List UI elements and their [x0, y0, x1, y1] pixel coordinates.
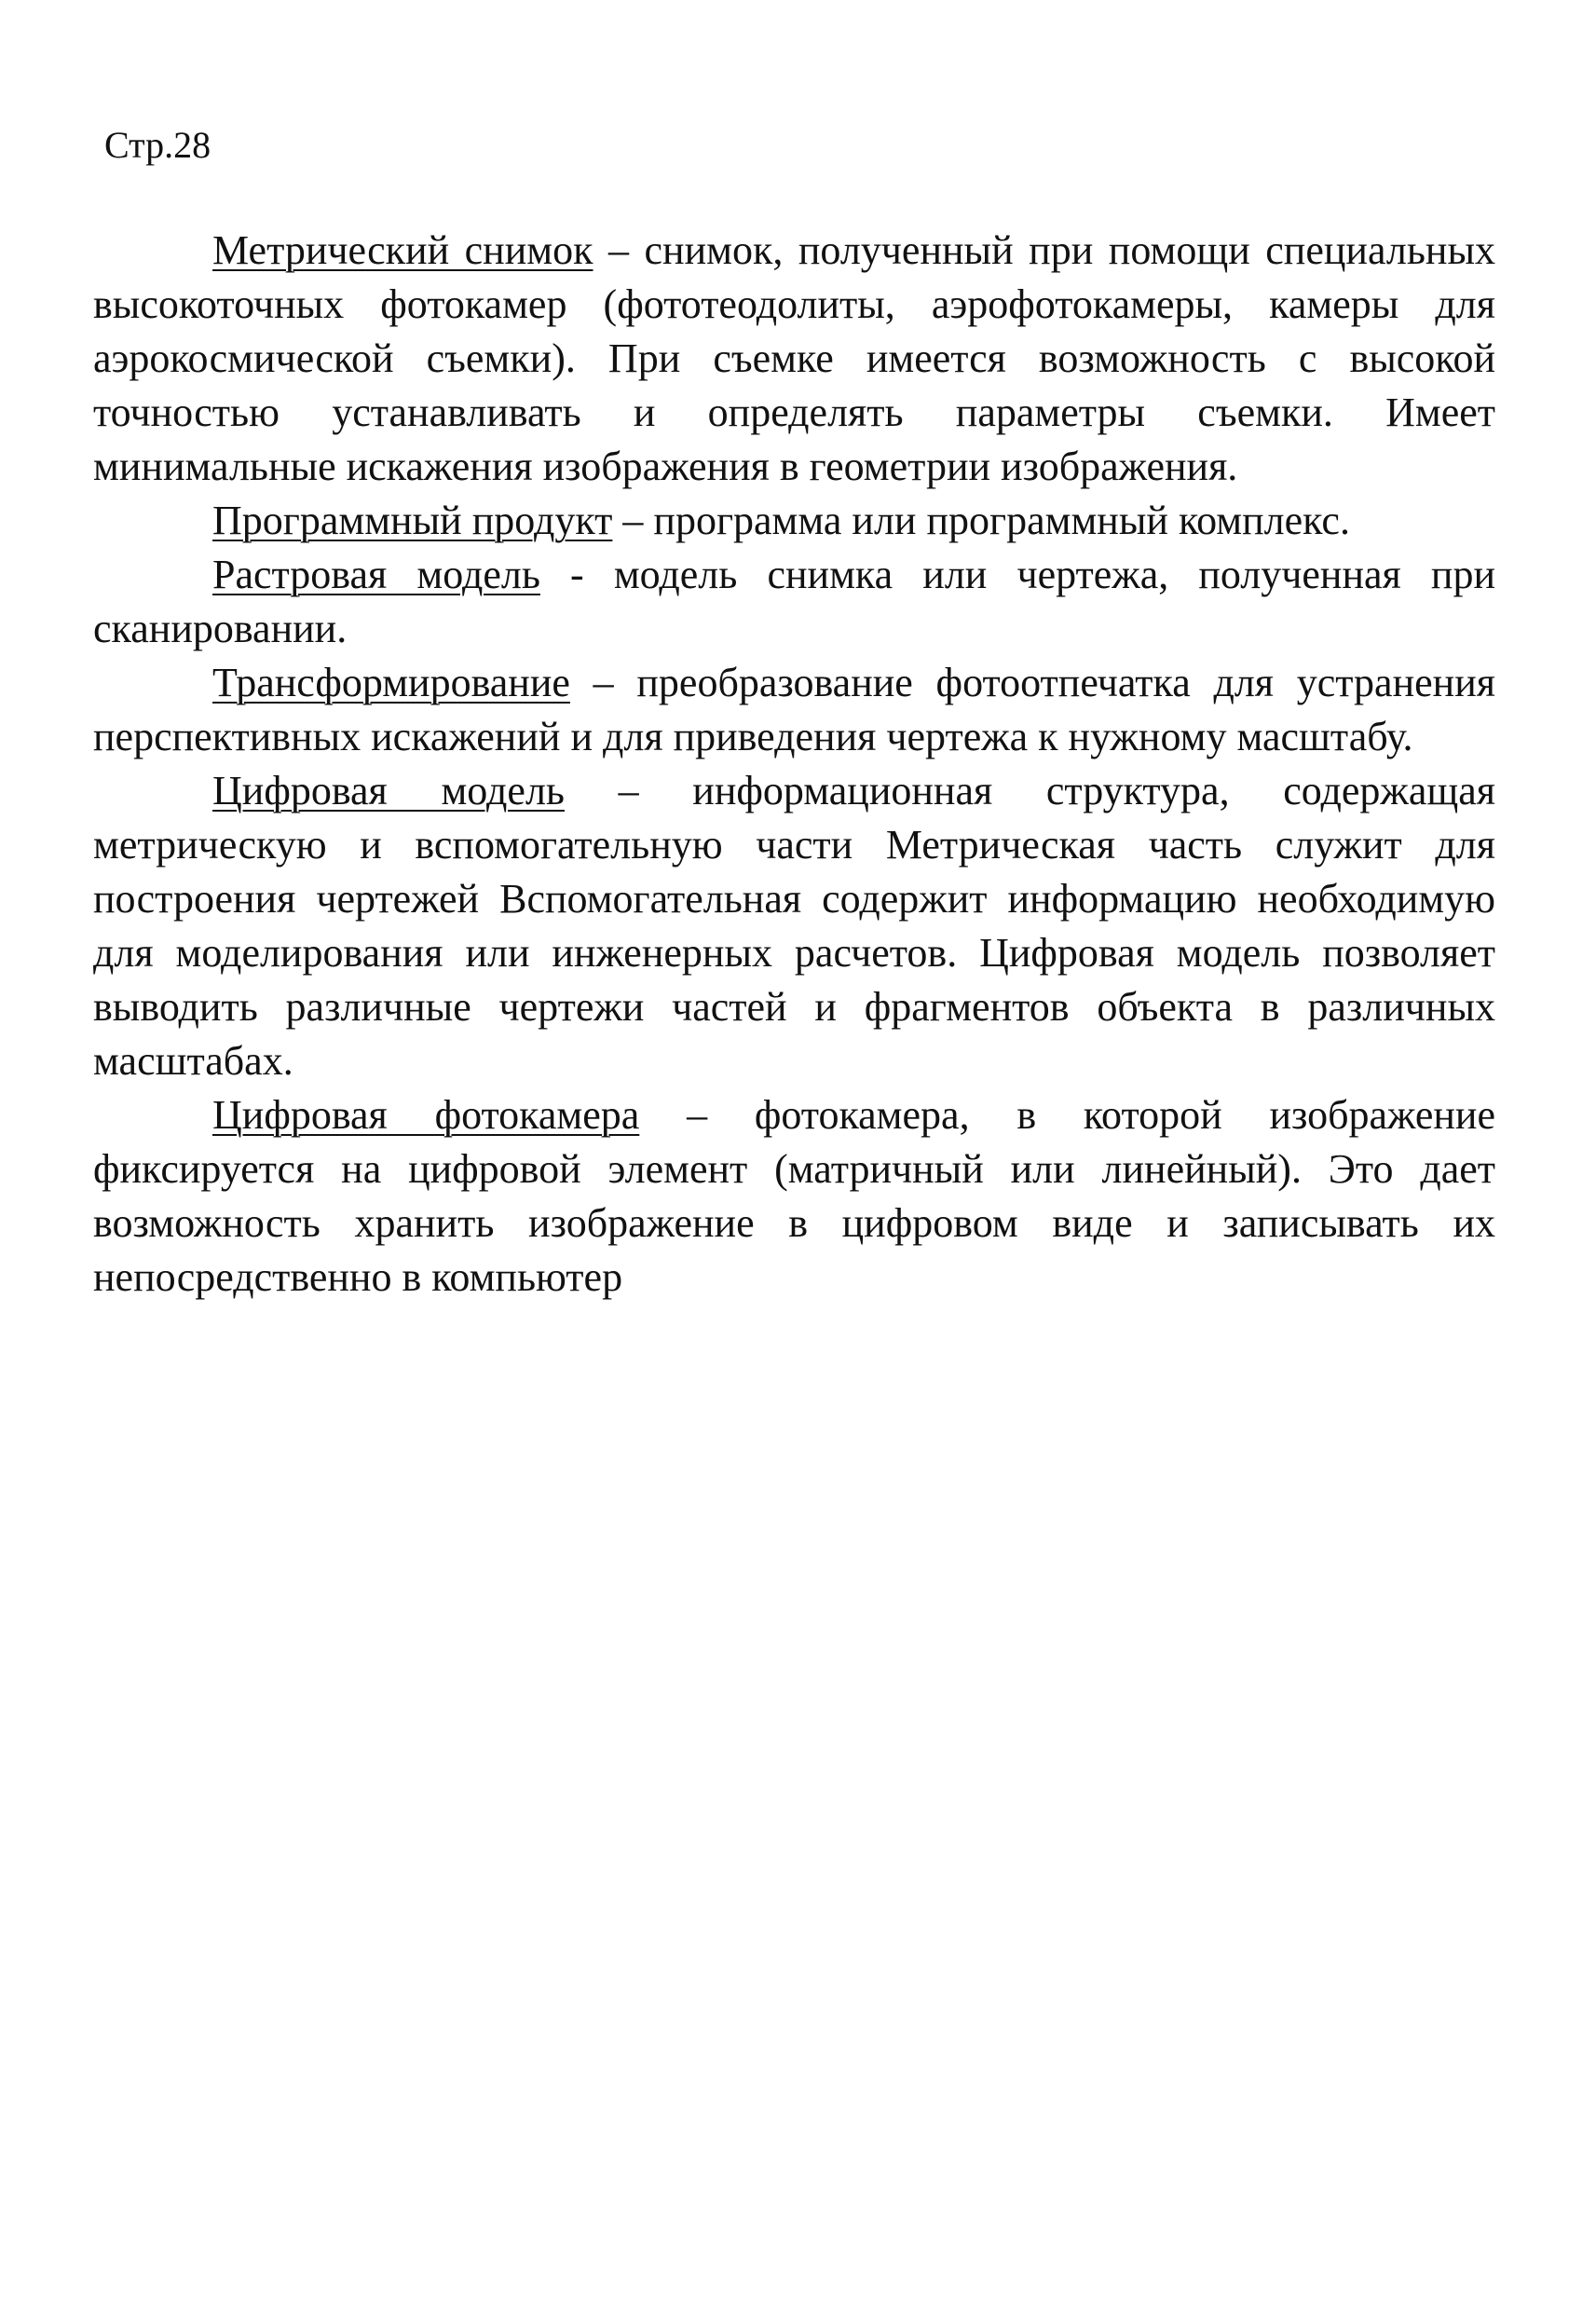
glossary-definition: снимок, полученный при помощи специальных высокоточных фотокамер (фототеодолиты, аэрофотокамеры, камеры для аэрокосмической съемки). При съемке имеется возможность с высокой точностью устанавливать и определять параметры съемки. Имеет минимальные искажения изображения в геометрии изображения. [93, 227, 1496, 489]
glossary-definition: модель снимка или чертежа, полученная при сканировании. [93, 552, 1496, 651]
glossary-entry-digital-model [93, 764, 1495, 1088]
term-separator: - [539, 552, 614, 597]
glossary-term: Растровая модель [212, 552, 540, 597]
term-separator: – [564, 768, 693, 813]
glossary-entry-transformation [93, 656, 1495, 764]
glossary-body [93, 224, 1495, 1305]
page-number: Стр.28 [104, 124, 211, 166]
term-separator: – [639, 1092, 755, 1138]
glossary-term: Трансформирование [212, 660, 570, 705]
glossary-definition: информационная структура, содержащая метрическую и вспомогательную части Метрическая часть служит для построения чертежей Вспомогательная содержит информацию необходимую для моделирования или инженерных расчетов. Цифровая модель позволяет выводить различные чертежи частей и фрагментов объекта в различных масштабах. [93, 768, 1495, 1084]
glossary-entry-metric-image [93, 224, 1495, 494]
glossary-definition: фотокамера, в которой изображение фиксируется на цифровой элемент (матричный или линейный). Это дает возможность хранить изображение в цифровом виде и записывать их непосредственно в компьютер [93, 1092, 1496, 1300]
term-separator: – [593, 227, 645, 273]
glossary-entry-raster-model [93, 548, 1495, 656]
glossary-definition: программа или программный комплекс. [653, 498, 1350, 543]
glossary-entry-software-product [93, 494, 1495, 548]
term-separator: – [612, 498, 654, 543]
term-separator: – [569, 660, 637, 705]
glossary-term: Программный продукт [212, 498, 613, 543]
glossary-term: Цифровая модель [212, 768, 565, 813]
glossary-term: Метрический снимок [212, 227, 593, 273]
glossary-entry-digital-camera [93, 1088, 1495, 1305]
glossary-term: Цифровая фотокамера [212, 1092, 640, 1138]
glossary-definition: преобразование фотоотпечатка для устранения перспективных искажений и для приведения чертежа к нужному масштабу. [93, 660, 1495, 759]
